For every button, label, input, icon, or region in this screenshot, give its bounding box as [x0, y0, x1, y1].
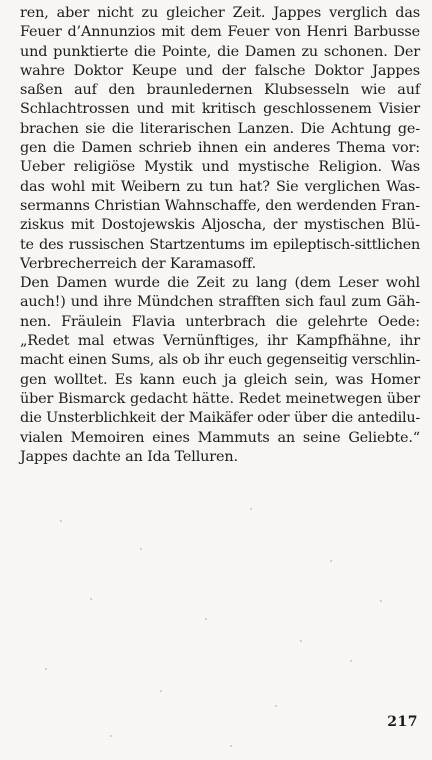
paper-speck — [250, 508, 252, 510]
paper-speck — [60, 520, 62, 522]
text-line: auch!) und ihre Mündchen strafften sich faul zum Gäh- — [20, 294, 420, 311]
paper-speck — [140, 548, 142, 550]
text-line: das wohl mit Weibern zu tun hat? Sie verglichen Was- — [20, 178, 420, 195]
text-line: nen. Fräulein Flavia unterbrach die gelehrte Oede: — [20, 313, 420, 330]
text-line: Feuer d’Annunzios mit dem Feuer von Henri Barbusse — [20, 24, 420, 41]
text-line: Jappes dachte an Ida Telluren. — [20, 448, 238, 465]
paper-speck — [350, 660, 352, 662]
paper-speck — [90, 598, 92, 600]
paper-speck — [230, 745, 232, 747]
text-line: über Bismarck gedacht hätte. Redet meinetwegen über — [20, 390, 420, 407]
paper-speck — [205, 618, 207, 620]
text-line: Den Damen wurde die Zeit zu lang (dem Leser wohl — [20, 275, 420, 292]
text-line: die Unsterblichkeit der Maikäfer oder über die antedilu- — [20, 410, 420, 427]
text-line: vialen Memoiren eines Mammuts an seine Geliebte.“ — [20, 429, 420, 446]
page-number: 217 — [387, 714, 418, 730]
paper-speck — [330, 560, 332, 562]
text-line: macht einen Sums, als ob ihr euch gegenseitig verschlin- — [20, 352, 420, 369]
paper-speck — [45, 668, 47, 670]
body-text — [20, 4, 420, 467]
paper-speck — [160, 690, 162, 692]
paper-speck — [275, 705, 277, 707]
text-line: und punktierte die Pointe, die Damen zu schonen. Der — [20, 43, 420, 60]
text-line: gen wolltet. Es kann euch ja gleich sein, was Homer — [20, 371, 420, 388]
text-line: sermanns Christian Wahnschaffe, den werdenden Fran- — [20, 197, 420, 214]
text-line: Verbrecherreich der Karamasoff. — [20, 255, 257, 272]
text-line: Schlachtrossen und mit kritisch geschlossenem Visier — [20, 101, 420, 118]
text-line: gen die Damen schrieb ihnen ein anderes Thema vor: — [20, 140, 420, 157]
text-line: ziskus mit Dostojewskis Aljoscha, der mystischen Blü- — [20, 217, 420, 234]
text-line: te des russischen Startzentums im epileptisch-sittlichen — [20, 236, 420, 253]
text-line: wahre Doktor Keupe und der falsche Doktor Jappes — [20, 62, 420, 79]
paper-speck — [380, 600, 382, 602]
paper-speck — [110, 735, 112, 737]
text-line: ren, aber nicht zu gleicher Zeit. Jappes verglich das — [20, 5, 420, 21]
text-line: saßen auf den braunledernen Klubsesseln wie auf — [20, 82, 420, 99]
text-line: Ueber religiöse Mystik und mystische Religion. Was — [20, 159, 420, 176]
text-line: „Redet mal etwas Vernünftiges, ihr Kampfhähne, ihr — [20, 333, 420, 350]
paper-speck — [300, 640, 302, 642]
text-line: brachen sie die literarischen Lanzen. Die Achtung ge- — [20, 120, 420, 137]
